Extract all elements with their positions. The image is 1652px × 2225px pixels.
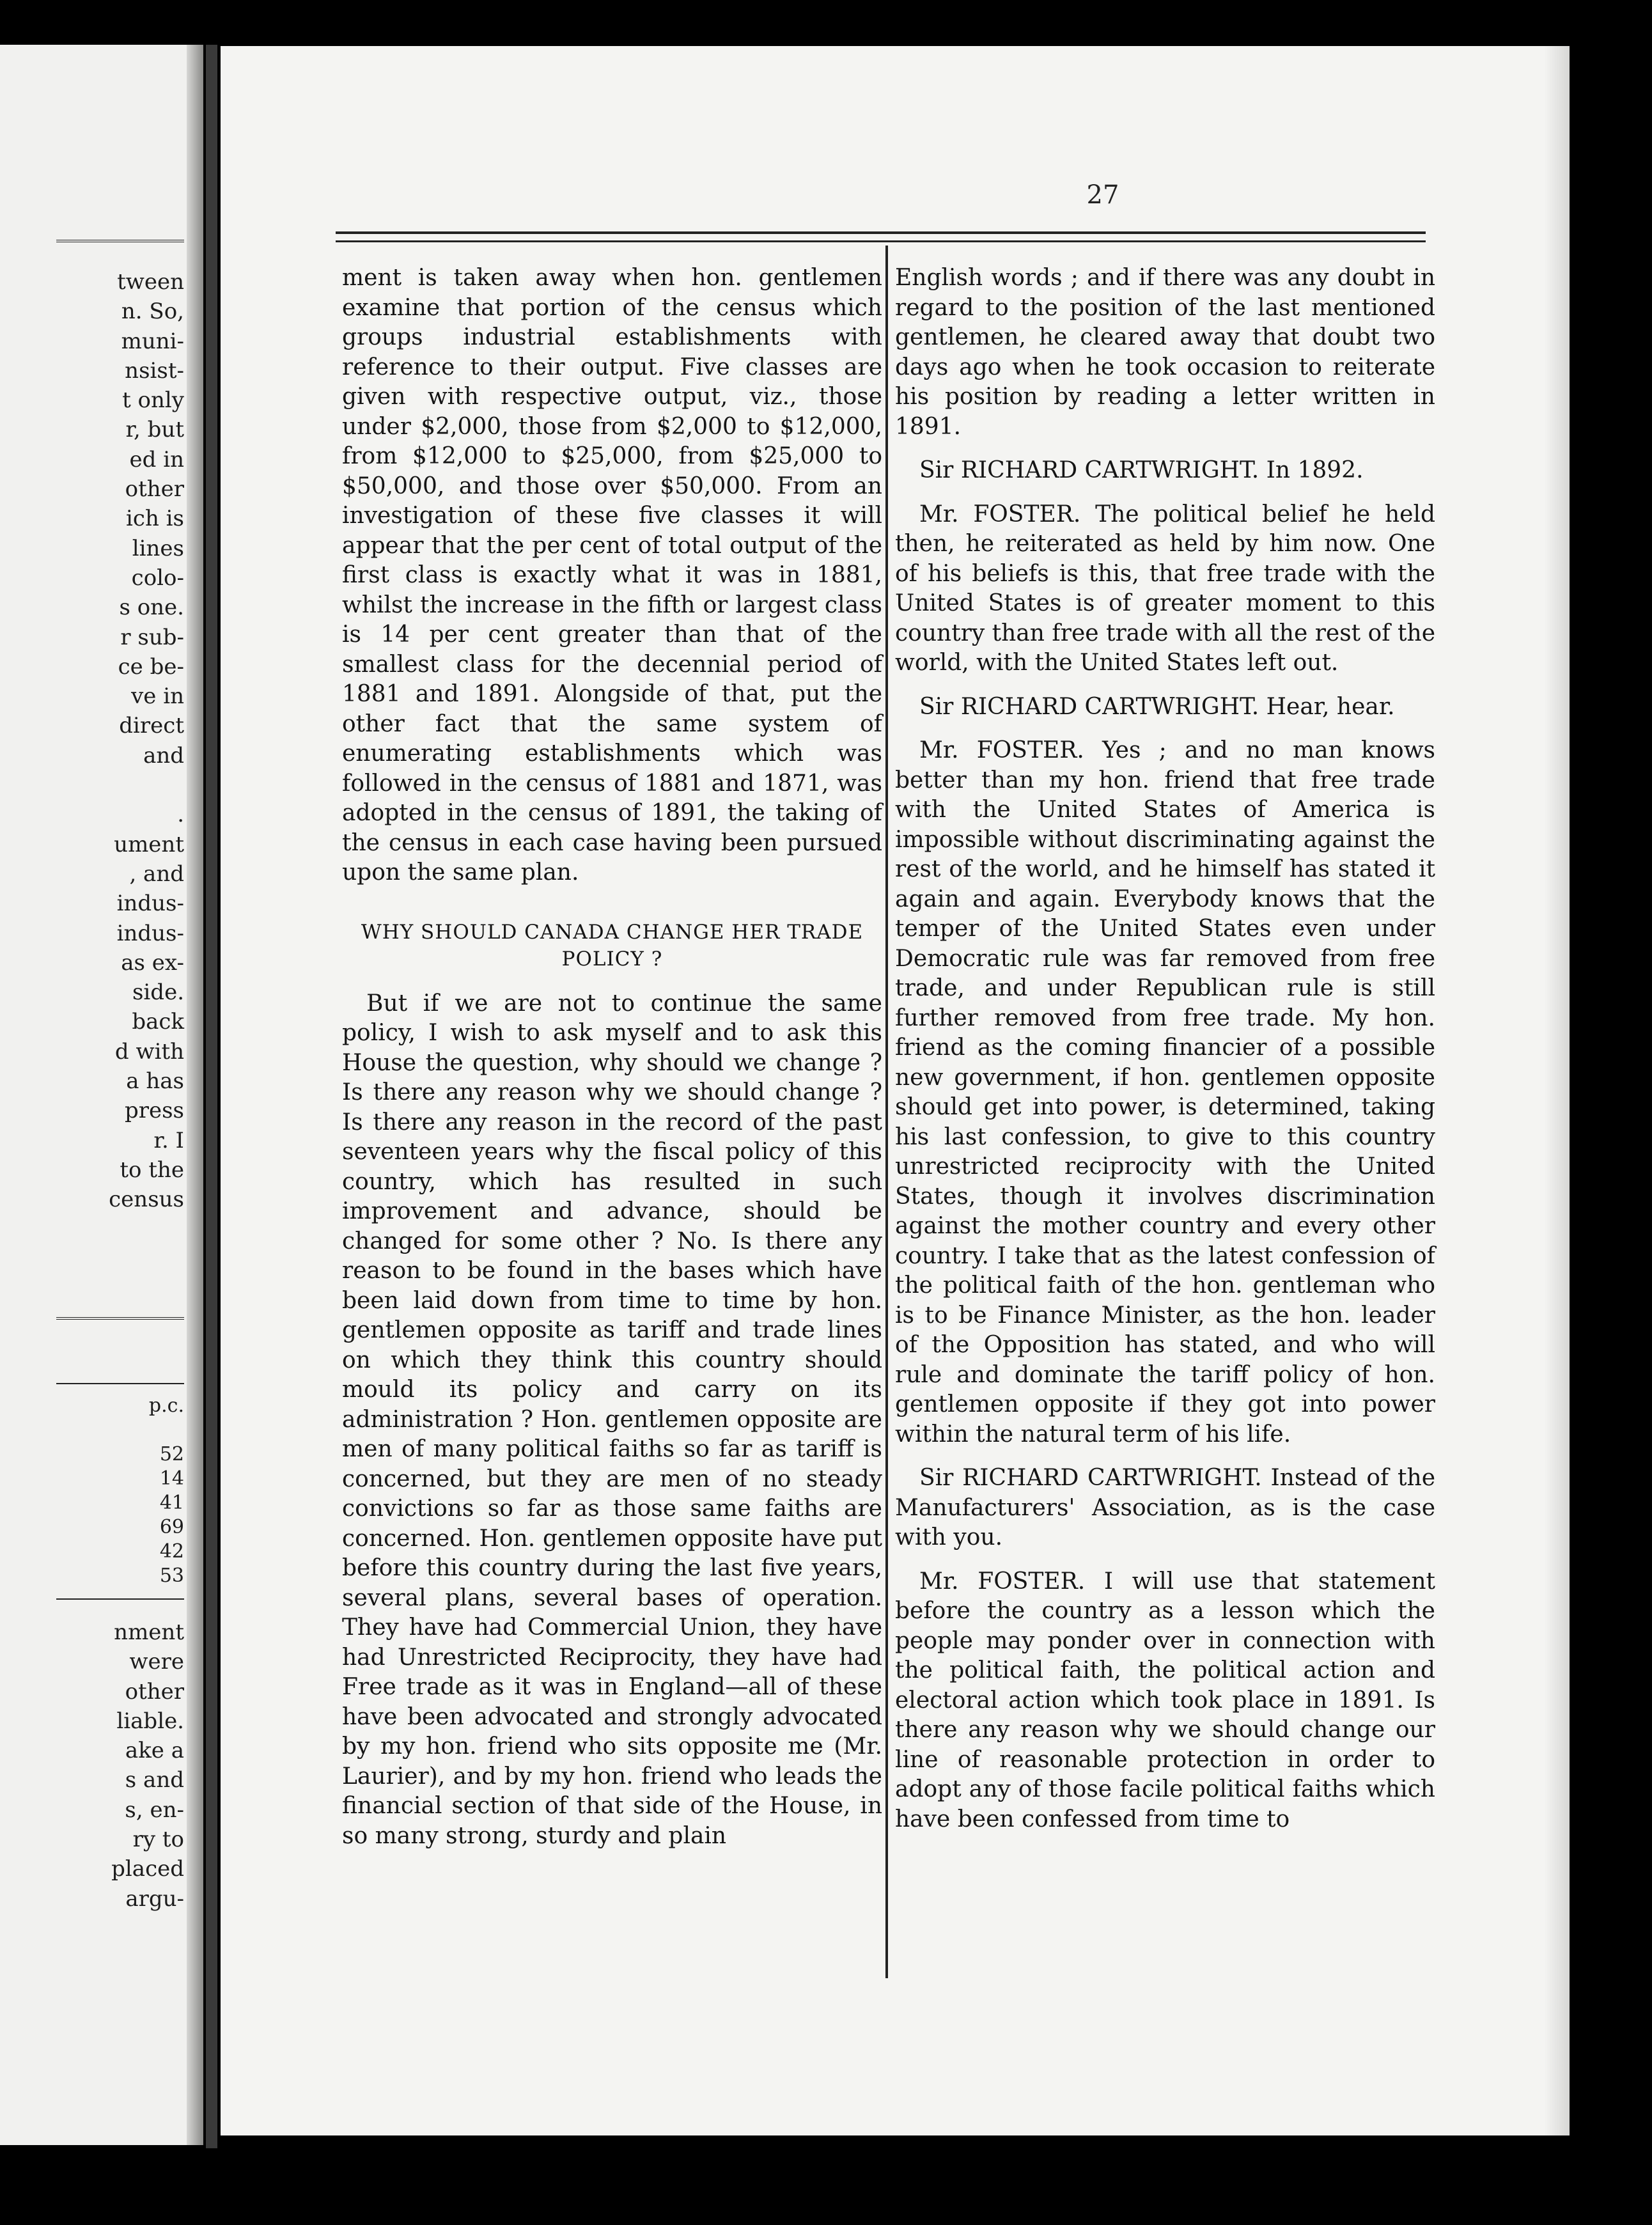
facing-page <box>0 45 203 2145</box>
facing-page-line: colo- <box>131 565 184 591</box>
facing-page-line: 69 <box>159 1516 184 1538</box>
facing-page-line: to the <box>120 1157 184 1183</box>
page-number: 27 <box>1086 180 1119 210</box>
facing-page-line: r. I <box>153 1127 184 1153</box>
section-heading: WHY SHOULD CANADA CHANGE HER TRADE POLICY ? <box>361 920 864 971</box>
facing-page-line: muni- <box>121 328 184 354</box>
facing-page-line: d with <box>114 1038 184 1065</box>
facing-page-line: tween <box>117 269 184 295</box>
speaker-paragraph: Sir RICHARD CARTWRIGHT. In 1892. <box>919 457 1364 483</box>
facing-page-line: t only <box>122 387 184 414</box>
facing-page-line: ce be- <box>118 653 184 680</box>
facing-page-line: r sub- <box>120 624 184 650</box>
facing-page-line: s, en- <box>125 1797 184 1823</box>
facing-page-line: were <box>129 1649 184 1675</box>
facing-page-line: . <box>177 802 184 828</box>
facing-page-line: s and <box>125 1767 184 1793</box>
facing-page-line: s one. <box>119 595 184 621</box>
facing-page-line: ument <box>114 831 184 857</box>
right-column <box>895 263 1435 1834</box>
facing-page-line: press <box>124 1098 184 1124</box>
facing-page-line: 14 <box>159 1467 184 1490</box>
facing-page-text-block <box>56 1618 184 1914</box>
facing-page-line: ake a <box>125 1738 184 1764</box>
facing-page-line: 53 <box>159 1565 184 1587</box>
facing-page-line: ich is <box>126 506 184 532</box>
facing-page-line: lines <box>132 535 184 561</box>
facing-page-line: p.c. <box>148 1394 184 1417</box>
column-divider <box>885 246 888 1978</box>
facing-page-line: nsist- <box>125 357 184 384</box>
facing-page-line: ve in <box>131 683 184 710</box>
facing-page-rule <box>56 1383 184 1384</box>
facing-page-line <box>56 1418 184 1442</box>
facing-page-table-fragment <box>56 1394 184 1588</box>
facing-page-gutter-shade <box>187 45 203 2145</box>
facing-page-line: direct <box>119 713 184 739</box>
facing-page-line: ed in <box>129 446 184 472</box>
header-rule <box>336 231 1426 242</box>
facing-page-line: other <box>125 476 184 503</box>
facing-page-line: as ex- <box>121 949 184 976</box>
facing-page-line: nment <box>114 1620 184 1645</box>
facing-page-line: 52 <box>159 1443 184 1465</box>
paragraph: But if we are not to continue the same policy, I wish to ask myself and to ask this House the question, why should we change ? Is there any reason why we should change ? Is there any reason in the record of the past seventeen years why the fiscal policy of this country, which has resulted in such improvement and advance, should be changed for some other ? No. Is there any reason to be found in the bases which have been laid down from time to time by hon. gentlemen opposite as tariff and trade lines on which they think this country should mould its policy and carry on its administration ? Hon. gentlemen opposite are men of many political faiths so far as tariff is concerned, but they are men of no steady convictions so far as those same faiths are concerned. Hon. gentlemen opposite have put before this country during the last five years, several plans, several bases of operation. They have had Commercial Union, they have had Unrestricted Reciprocity, they have had Free trade as it was in England—all of these have been advocated and strongly advocated by my hon. friend who sits opposite me (Mr. Laurier), and by my hon. friend who leads the financial section of that side of the House, in so many strong, sturdy and plain <box>342 990 882 1849</box>
facing-page-line: indus- <box>116 920 184 946</box>
facing-page-rule <box>56 240 184 242</box>
speaker-paragraph: Mr. FOSTER. I will use that statement before the country as a lesson which the people may ponder over in connection with the political faith, the political action and electoral action which took place in 1891. Is there any reason why we should change our line of reasonable protection in order to adopt any of those facile political faiths which have been confessed from time to <box>895 1568 1435 1832</box>
speaker-paragraph: Sir RICHARD CARTWRIGHT. Hear, hear. <box>919 693 1395 720</box>
facing-page-line: , and <box>129 861 184 887</box>
paragraph: ment is taken away when hon. gentlemen examine that portion of the census which groups industrial establishments with reference to their output. Five classes are given with respective output, viz., those under $2,000, those from $2,000 to $12,000, from $12,000 to $25,000, from $25,000 to $50,000, and those over $50,000. From an investigation of these five classes it will appear that the per cent of total output of the first class is exactly what it was in 1881, whilst the increase in the fifth or largest class is 14 per cent greater than that of the smallest class for the decennial period of 1881 and 1891. Alongside of that, put the other fact that the same system of enumerating establishments which was followed in the census of 1881 and 1871, was adopted in the census of 1891, the taking of the census in each case having been pursued upon the same plan. <box>342 265 882 886</box>
facing-page-line: n. So, <box>121 299 184 325</box>
speaker-paragraph: Mr. FOSTER. The political belief he held then, he reiterated as held by him now. One of his beliefs is this, that free trade with the United States is of greater moment to this country than free trade with all the rest of the world, with the United States left out. <box>895 501 1435 676</box>
facing-page-line: 42 <box>159 1540 184 1563</box>
facing-page-line: indus- <box>116 891 184 917</box>
facing-page-line: side. <box>132 980 184 1006</box>
facing-page-line: back <box>132 1009 184 1035</box>
document-page <box>221 46 1570 2135</box>
facing-page-rule <box>56 1598 184 1600</box>
speaker-paragraph: Sir RICHARD CARTWRIGHT. Instead of the Manufacturers' Association, as is the case with you. <box>895 1465 1435 1550</box>
facing-page-line: placed <box>111 1856 184 1882</box>
facing-page-line: a has <box>126 1068 184 1095</box>
facing-page-line: argu- <box>125 1885 184 1912</box>
facing-page-line: liable. <box>116 1708 184 1734</box>
facing-page-line: r, but <box>125 417 184 443</box>
facing-page-line: census <box>109 1187 184 1213</box>
facing-page-line: and <box>143 742 184 769</box>
facing-page-text-block <box>56 267 184 1215</box>
left-column <box>342 263 882 1851</box>
paragraph: English words ; and if there was any doubt in regard to the position of the last mentioned gentlemen, he cleared away that doubt two days ago when he took occasion to reiterate his position by reading a letter written in 1891. <box>895 265 1435 440</box>
facing-page-line: ry to <box>132 1827 184 1853</box>
facing-page-rule <box>56 1317 184 1320</box>
book-spine <box>206 45 217 2148</box>
facing-page-line: 41 <box>159 1492 184 1514</box>
facing-page-line <box>56 770 184 800</box>
facing-page-line: other <box>125 1678 184 1705</box>
speaker-paragraph: Mr. FOSTER. Yes ; and no man knows better than my hon. friend that free trade with the United States of America is impossible without discriminating against the rest of the world, and he himself has stated it again and again. Everybody knows that the temper of the United States even under Democratic rule was far removed from free trade, and under Republican rule is still further removed from free trade. My hon. friend as the coming financier of a possible new government, if hon. gentlemen opposite should get into power, is determined, taking his last confession, to give to this country unrestricted reciprocity with the United States, though it involves discrimination against the mother country and every other country. I take that as the latest confession of the political faith of the hon. gentleman who is to be Finance Minister, as the hon. leader of the Opposition has stated, and who will rule and dominate the tariff policy of hon. gentlemen opposite if they got into power within the natural term of his life. <box>895 737 1435 1448</box>
